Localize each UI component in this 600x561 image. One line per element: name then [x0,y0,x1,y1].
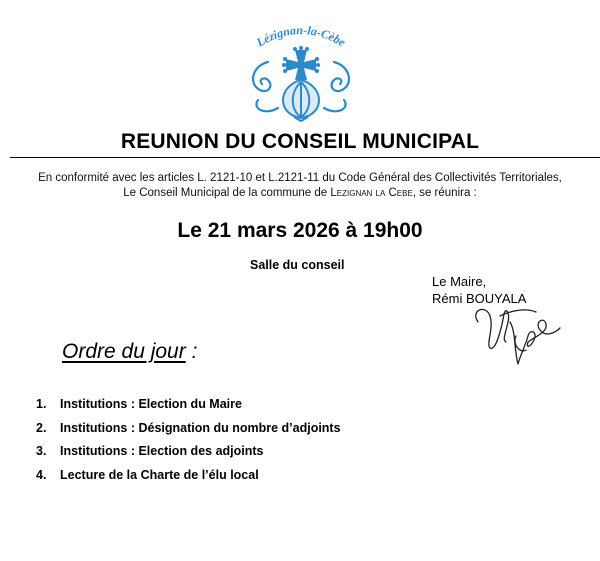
signature-icon [456,292,576,370]
agenda-item-number: 2. [36,420,47,435]
agenda-title-text: Ordre du jour [62,340,186,363]
logo-text: Lézignan-la-Cèbe [254,22,349,50]
agenda-item-text: Institutions : Désignation du nombre d’adjoints [60,420,341,435]
agenda-item-number: 4. [36,467,47,482]
agenda-title [62,340,197,364]
agenda-item [36,468,341,492]
municipal-logo [238,22,364,122]
intro-line-2-start: Le Conseil Municipal de la commune de [123,187,331,199]
agenda-item-number: 3. [36,444,47,458]
occitan-cross-onion-icon [238,22,364,122]
signatory-role: Le Maire, [432,274,487,289]
signatory-name: Rémi BOUYALA [432,291,527,306]
agenda-item [36,444,341,468]
intro-line-1: En conformité avec les articles L. 2121-10 et L.2121-11 du Code Général des Collectivités Territoriales, [38,172,562,184]
intro-line-2 [0,186,600,201]
commune-name: Lezignan la Cebe [330,187,413,199]
intro-line-2-end: , se réunira : [412,187,477,199]
handwritten-signature [456,292,576,370]
page-title: REUNION DU CONSEIL MUNICIPAL [120,130,480,153]
meeting-location: Salle du conseil [250,258,345,272]
agenda-title-suffix: : [185,340,198,363]
agenda-item-text: Institutions : Election des adjoints [60,444,264,458]
agenda-list [36,397,341,491]
meeting-date: Le 21 mars 2026 à 19h00 [177,219,423,242]
agenda-item [36,397,341,421]
legal-intro [0,171,600,201]
agenda-item-number: 1. [36,397,47,411]
agenda-item-text: Institutions : Election du Maire [60,397,242,411]
agenda-item [36,421,341,445]
title-divider [10,157,600,158]
agenda-item-text: Lecture de la Charte de l’élu local [60,467,259,482]
svg-text:Lézignan-la-Cèbe [253,23,348,50]
